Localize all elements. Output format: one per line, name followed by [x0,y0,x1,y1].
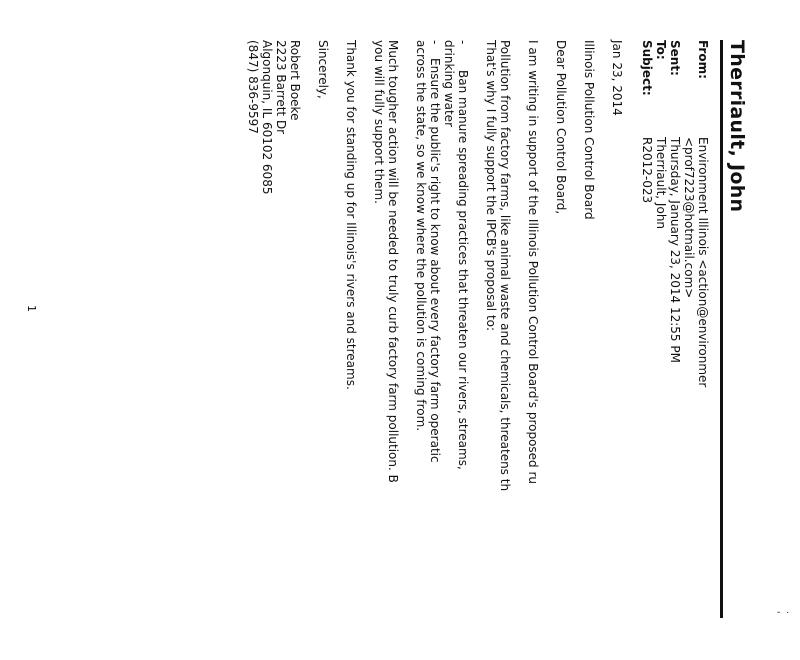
bullet1-text: Ban manure spreading practices that threaten our rivers, streams, [456,70,470,470]
from-label: From: [696,40,710,79]
paragraph2-line1: Pollution from factory farms, like animal waste and chemicals, threatens th [498,40,512,492]
signer-name: Robert Boeke [288,40,302,121]
letter-closing: Sincerely, [316,40,330,99]
email-header-values [640,137,710,387]
to-value: Therriault, John [654,137,668,230]
signer-phone: (847) 836-9597 [246,40,260,134]
sent-label: Sent: [668,40,682,76]
from-spacer [682,40,696,96]
signer-city: Algonquin, IL 60102 6085 [260,40,274,195]
subject-label: Subject: [640,40,654,96]
scan-specks: · ' [770,610,792,614]
bullet2-text: Ensure the public's right to know about every factory farm operatic [428,58,442,463]
signer-street: 2223 Barrett Dr [274,40,288,135]
to-label: To: [654,40,668,60]
subject-value: R2012-023 [640,137,654,204]
email-header-labels [640,40,710,96]
bullet2-line2: across the state, so we know where the pollution is coming from. [414,40,428,432]
bullet1-mark: - [456,40,470,45]
sent-value: Thursday, January 23, 2014 12:55 PM [668,137,682,363]
bullet2-mark: - [428,40,442,45]
from-value-line1: Environment Illinois <action@environmer [696,137,710,388]
letter-intro: I am writing in support of the Illinois Pollution Control Board's proposed ru [526,40,540,485]
paragraph2-line2: That's why I fully support the IPCB's proposal to: [484,40,498,332]
letter-salutation: Dear Pollution Control Board, [554,40,568,215]
page-number: 1 [25,305,38,312]
letter-recipient: Illinois Pollution Control Board [582,40,596,220]
sender-name-heading: Therriault, John [726,40,748,213]
bullet1-line2: drinking water [442,40,456,127]
from-value-line2: <prof7223@hotmail.com> [682,137,696,299]
letter-thanks: Thank you for standing up for Illinois's rivers and streams. [344,40,358,390]
paragraph3-line2: you will fully support them. [372,40,386,204]
bullet2-line1 [428,40,442,660]
bullet1-line1 [456,40,470,660]
paragraph3-line1: Much tougher action will be needed to truly curb factory farm pollution. B [386,40,400,483]
letter-body [246,40,624,660]
letter-date: Jan 23, 2014 [610,40,624,116]
heading-rule [720,40,723,618]
